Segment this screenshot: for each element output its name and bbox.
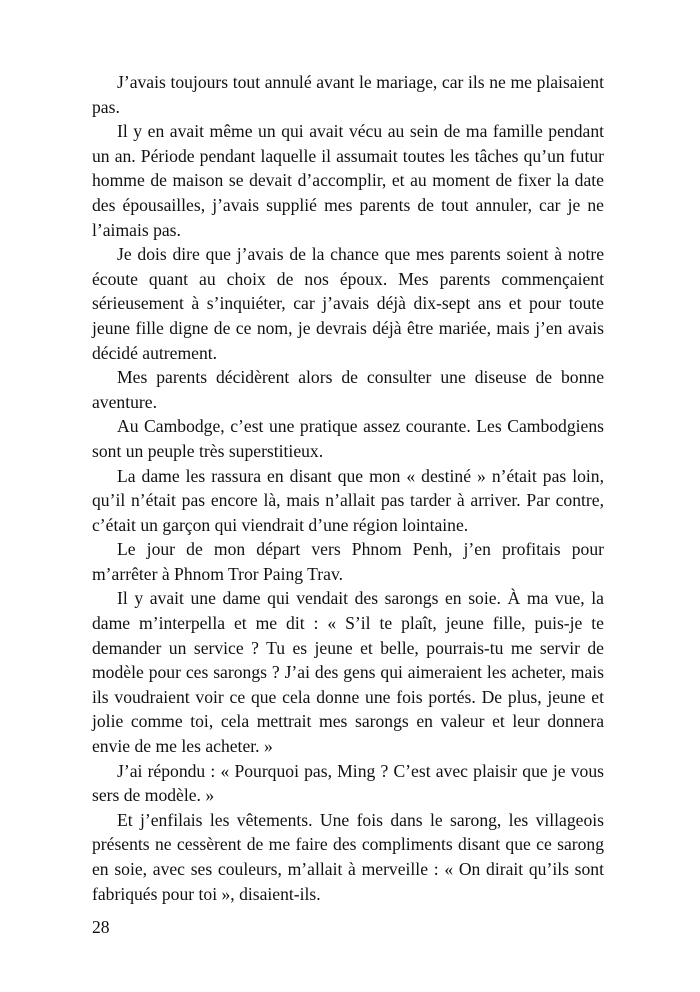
paragraph-9: J’ai répondu : « Pourquoi pas, Ming ? C’est avec plaisir que je vous sers de modèle. » [92, 760, 604, 806]
body-text [92, 70, 604, 906]
page-number: 28 [92, 917, 110, 937]
paragraph-4: Mes parents décidèrent alors de consulter une diseuse de bonne aventure. [92, 367, 604, 412]
paragraph-8: Il y avait une dame qui vendait des sarongs en soie. À ma vue, la dame m’interpella et me dit : « S’il te plaît, jeune fille, puis-je te demander un service ? Tu es jeune et belle, pourrais-tu me servir de modèle pour ces sarongs ? J’ai des gens qui aimeraient les acheter, mais ils voudraient voir ce que cela donne une fois portés. De plus, jeune et jolie comme toi, cela mettrait mes sarongs en valeur et leur donnera envie de me les acheter. » [92, 588, 604, 757]
paragraph-1: J’avais toujours tout annulé avant le mariage, car ils ne me plaisaient pas. [92, 72, 604, 117]
paragraph-10: Et j’enfilais les vêtements. Une fois dans le sarong, les villageois présents ne cessèrent de me faire des compliments disant que ce sarong en soie, avec ses couleurs, m’allait à merveille : « On dirait qu’ils sont fabriqués pour toi », disaient-ils. [92, 809, 604, 904]
paragraph-6: La dame les rassura en disant que mon « destiné » n’était pas loin, qu’il n’était pas encore là, mais n’allait pas tarder à arriver. Par contre, c’était un garçon qui viendrait d’une région lointaine. [92, 465, 604, 535]
paragraph-5: Au Cambodge, c’est une pratique assez courante. Les Cambodgiens sont un peuple très superstitieux. [92, 416, 604, 461]
paragraph-3: Je dois dire que j’avais de la chance que mes parents soient à notre écoute quant au choix de nos époux. Mes parents commençaient sérieusement à s’inquiéter, car j’avais déjà dix-sept ans et pour toute jeune fille digne de ce nom, je devrais déjà être mariée, mais j’en avais décidé autrement. [92, 244, 604, 363]
paragraph-7: Le jour de mon départ vers Phnom Penh, j’en profitais pour m’arrêter à Phnom Tror Paing Trav. [92, 539, 604, 584]
paragraph-2: Il y en avait même un qui avait vécu au sein de ma famille pendant un an. Période pendant laquelle il assumait toutes les tâches qu’un futur homme de maison se devait d’accomplir, et au moment de fixer la date des épousailles, j’avais supplié mes parents de tout annuler, car je ne l’aimais pas. [92, 121, 604, 240]
